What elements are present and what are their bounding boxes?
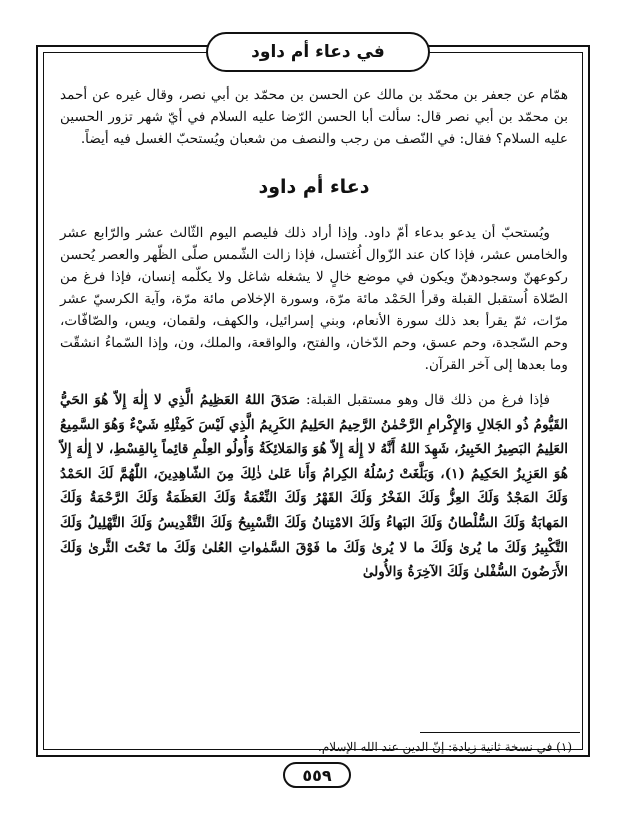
running-header-title: في دعاء أم داود [251, 42, 385, 62]
section-title: دعاء أم داود [258, 176, 370, 198]
prayer-paragraph [60, 388, 568, 585]
intro-paragraph: همّام عن جعفر بن محمّد بن مالك عن الحسن بن محمّد بن أبي نصر، وقال غيره عن أحمد بن محمّد بن أبي نصر قال: سألت أبا الحسن الرّضا عليه السلام في أيّ شهر تزور الحسين عليه السلام؟ فقال: في النّصف من رجب والنصف من شعبان ويُستحبّ الغسل فيه أيضاً. [60, 87, 568, 147]
prayer-intro: فإذا فرغ من ذلك قال وهو مستقبل القبلة: [305, 392, 550, 408]
footnote: (١) في نسخة ثانية زيادة: إنّ الدين عند الله الإسلام. [318, 740, 572, 754]
body-paragraph: ويُستحبّ أن يدعو بدعاء أمّ داود. وإذا أراد ذلك فليصم اليوم الثّالث عشر والرّابع عشر والخامس عشر، فإذا كان عند الزّوال اُغتسل، فإذا زالت الشّمس صلّى الظّهر والعصر يُحسن ركوعهنّ وسجودهنّ ويكون في موضع خالٍ لا يشغله شاغل ولا يكلّمه إنسان، فإذا فرغ من الصّلاة اُستقبل القبلة وقرأ الحَمْد مائة مرّة، وسورة الإخلاص مائة مرّة، وآية الكرسيّ عشر مرّات، ثمّ يقرأ بعد ذلك سورة الأنعام، وبني إسرائيل، والكهف، ولقمان، ويس، والصّافّات، وحم السّجدة، وحم عسق، وحم الدّخان، والفتح، والواقعة، والملك، ون، وإذا السّماءُ انشقّت وما بعدها إلى آخر القرآن. [60, 225, 568, 373]
page-number-badge [283, 762, 351, 788]
page-content [60, 84, 568, 585]
footnote-divider [420, 732, 580, 733]
page-number: ٥٥٩ [302, 765, 332, 785]
running-header [206, 32, 430, 72]
prayer-text: صَدَقَ اللهُ العَظِيمُ الَّذِي لا إِلٰهَ إِلاّ هُوَ الحَيُّ القَيُّومُ ذُو الجَلالِ وَالإِكْرامِ الرَّحْمٰنُ الرَّحِيمُ الحَلِيمُ الكَرِيمُ الَّذِي لَيْسَ كَمِثْلِهِ شَيْءٌ وَهُوَ السَّمِيعُ العَلِيمُ البَصِيرُ الخَبِيرُ، شَهِدَ اللهُ أَنَّهُ لا إِلٰهَ إِلاّ هُوَ وَالمَلائِكَةُ وَأُولُو العِلْمِ قائِماً بِالقِسْطِ، لا إِلٰهَ إِلاّ هُوَ العَزِيزُ الحَكِيمُ (١)، وَبَلَّغَتْ رُسُلُهُ الكِرامُ وَأَنا عَلىٰ ذٰلِكَ مِنَ الشّاهِدِينَ، اللّٰهُمَّ لَكَ الحَمْدُ وَلَكَ المَجْدُ وَلَكَ العِزُّ وَلَكَ الفَخْرُ وَلَكَ القَهْرُ وَلَكَ النِّعْمَةُ وَلَكَ العَظَمَةُ وَلَكَ الرَّحْمَةُ وَلَكَ المَهابَةُ وَلَكَ السُّلْطانُ وَلَكَ البَهاءُ وَلَكَ الامْتِنانُ وَلَكَ التَّسْبِيحُ وَلَكَ التَّقْدِيسُ وَلَكَ التَّهْلِيلُ وَلَكَ التَّكْبِيرُ وَلَكَ ما يُرىٰ وَلَكَ ما لا يُرىٰ وَلَكَ ما فَوْقَ السَّمٰواتِ العُلىٰ وَلَكَ ما تَحْتَ الثَّرىٰ وَلَكَ الأَرَضُونَ السُّفْلىٰ وَلَكَ الآخِرَةُ وَالأُولىٰ [60, 392, 568, 581]
